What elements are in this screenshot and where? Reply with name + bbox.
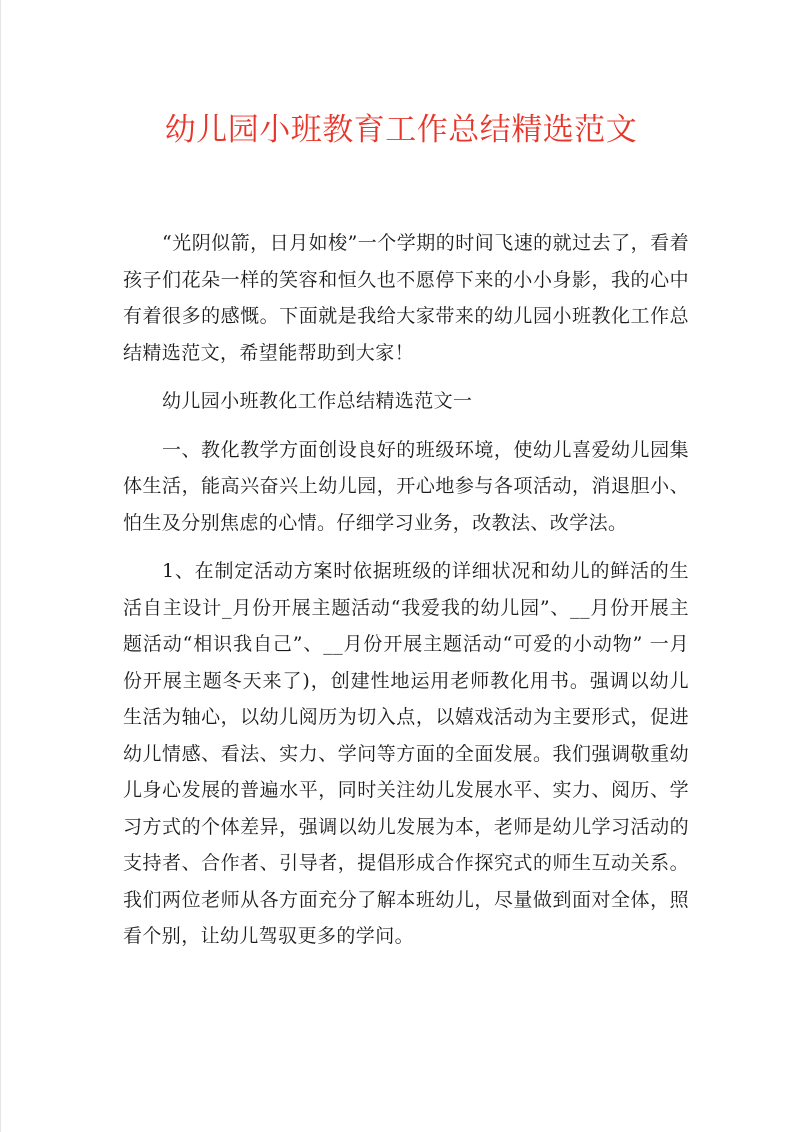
document-body — [123, 225, 689, 967]
intro-paragraph: “光阴似箭，日月如梭”一个学期的时间飞速的就过去了，看着孩子们花朵一样的笑容和恒久也不愿停下来的小小身影，我的心中有着很多的感慨。下面就是我给大家带来的幼儿园小班教化工作总结精选范文，希望能帮助到大家！ — [123, 232, 689, 364]
item-one-paragraph: 1、在制定活动方案时依据班级的详细状况和幼儿的鲜活的生活自主设计_月份开展主题活动“我爱我的幼儿园”、__月份开展主题活动“相识我自己”、__月份开展主题活动“可爱的小动物” 一月份开展主题冬天来了)，创建性地运用老师教化用书。强调以幼儿生活为轴心，以幼儿阅历为切入点，以嬉戏活动为主要形式，促进幼儿情感、看法、实力、学问等方面的全面发展。我们强调敬重幼儿身心发展的普遍水平，同时关注幼儿发展水平、实力、阅历、学习方式的个体差异，强调以幼儿发展为本，老师是幼儿学习活动的支持者、合作者、引导者，提倡形成合作探究式的师生互动关系。我们两位老师从各方面充分了解本班幼儿，尽量做到面对全体，照看个别，让幼儿驾驭更多的学问。 — [123, 560, 689, 947]
document-title: 幼儿园小班教育工作总结精选范文 — [164, 112, 638, 148]
section-one-paragraph: 一、教化教学方面创设良好的班级环境，使幼儿喜爱幼儿园集体生活，能高兴奋兴上幼儿园，开心地参与各项活动，消退胆小、怕生及分别焦虑的心情。仔细学习业务，改教法、改学法。 — [123, 438, 689, 534]
section-heading: 幼儿园小班教化工作总结精选范文一 — [162, 390, 473, 412]
